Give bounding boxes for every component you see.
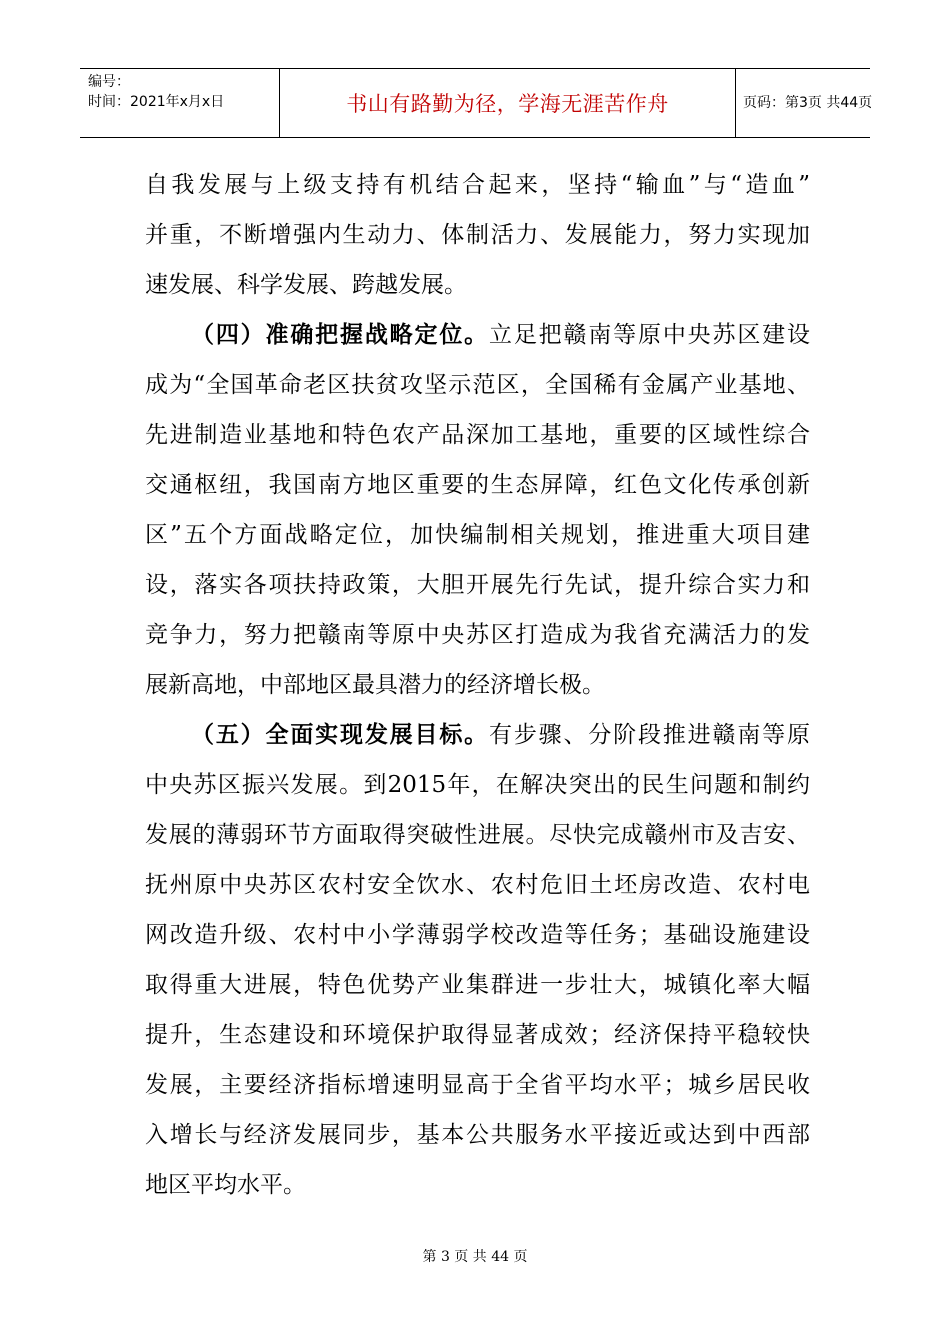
document-number-label: 编号： xyxy=(88,74,130,90)
body-line: 自我发展与上级支持有机结合起来，坚持“输血”与“造血” xyxy=(145,172,810,198)
header-page-cell xyxy=(735,69,873,137)
body-line: 地区平均水平。 xyxy=(145,1172,306,1198)
body-line: 取得重大进展，特色优势产业集群进一步壮大，城镇化率大幅 xyxy=(145,972,810,998)
document-time-label: 时间：2021年x月x日 xyxy=(88,94,225,110)
body-line: 设，落实各项扶持政策，大胆开展先行先试，提升综合实力和 xyxy=(145,572,810,598)
body-line: 先进制造业基地和特色农产品深加工基地，重要的区域性综合 xyxy=(145,422,810,448)
page-footer: 第 3 页 共 44 页 xyxy=(422,1249,528,1265)
header-page-info: 页码：第3页 共44页 xyxy=(743,95,873,111)
body-line: 展新高地，中部地区最具潜力的经济增长极。 xyxy=(145,672,605,698)
header-motto: 书山有路勤为径，学海无涯苦作舟 xyxy=(346,92,669,116)
header-meta xyxy=(80,69,279,137)
document-body xyxy=(145,160,810,1210)
body-line: 网改造升级、农村中小学薄弱学校改造等任务；基础设施建设 xyxy=(145,922,810,948)
body-line: 竞争力，努力把赣南等原中央苏区打造成为我省充满活力的发 xyxy=(145,622,810,648)
body-line: 速发展、科学发展、跨越发展。 xyxy=(145,272,467,298)
section-heading-4: （四）准确把握战略定位。 xyxy=(191,321,489,348)
body-line: 区”五个方面战略定位，加快编制相关规划，推进重大项目建 xyxy=(145,522,810,548)
body-line: 抚州原中央苏区农村安全饮水、农村危旧土坯房改造、农村电 xyxy=(145,872,810,898)
body-line: 发展，主要经济指标增速明显高于全省平均水平；城乡居民收 xyxy=(145,1072,810,1098)
body-line: 中央苏区振兴发展。到2015年，在解决突出的民生问题和制约 xyxy=(145,772,810,798)
body-line: 发展的薄弱环节方面取得突破性进展。尽快完成赣州市及吉安、 xyxy=(145,822,810,848)
body-line: 提升，生态建设和环境保护取得显著成效；经济保持平稳较快 xyxy=(145,1022,810,1048)
body-line: 成为“全国革命老区扶贫攻坚示范区，全国稀有金属产业基地、 xyxy=(145,372,810,398)
body-line: 交通枢纽，我国南方地区重要的生态屏障，红色文化传承创新 xyxy=(145,472,810,498)
paragraph-4-first-line xyxy=(145,310,810,360)
header-motto-cell xyxy=(279,69,736,137)
body-line: 并重，不断增强内生动力、体制活力、发展能力，努力实现加 xyxy=(145,222,810,248)
body-line-text: 立足把赣南等原中央苏区建设 xyxy=(489,322,811,348)
page-header xyxy=(80,68,873,138)
body-line-text: 有步骤、分阶段推进赣南等原 xyxy=(489,722,811,748)
paragraph-5-first-line xyxy=(145,710,810,760)
section-heading-5: （五）全面实现发展目标。 xyxy=(191,721,489,748)
body-line: 入增长与经济发展同步，基本公共服务水平接近或达到中西部 xyxy=(145,1122,810,1148)
